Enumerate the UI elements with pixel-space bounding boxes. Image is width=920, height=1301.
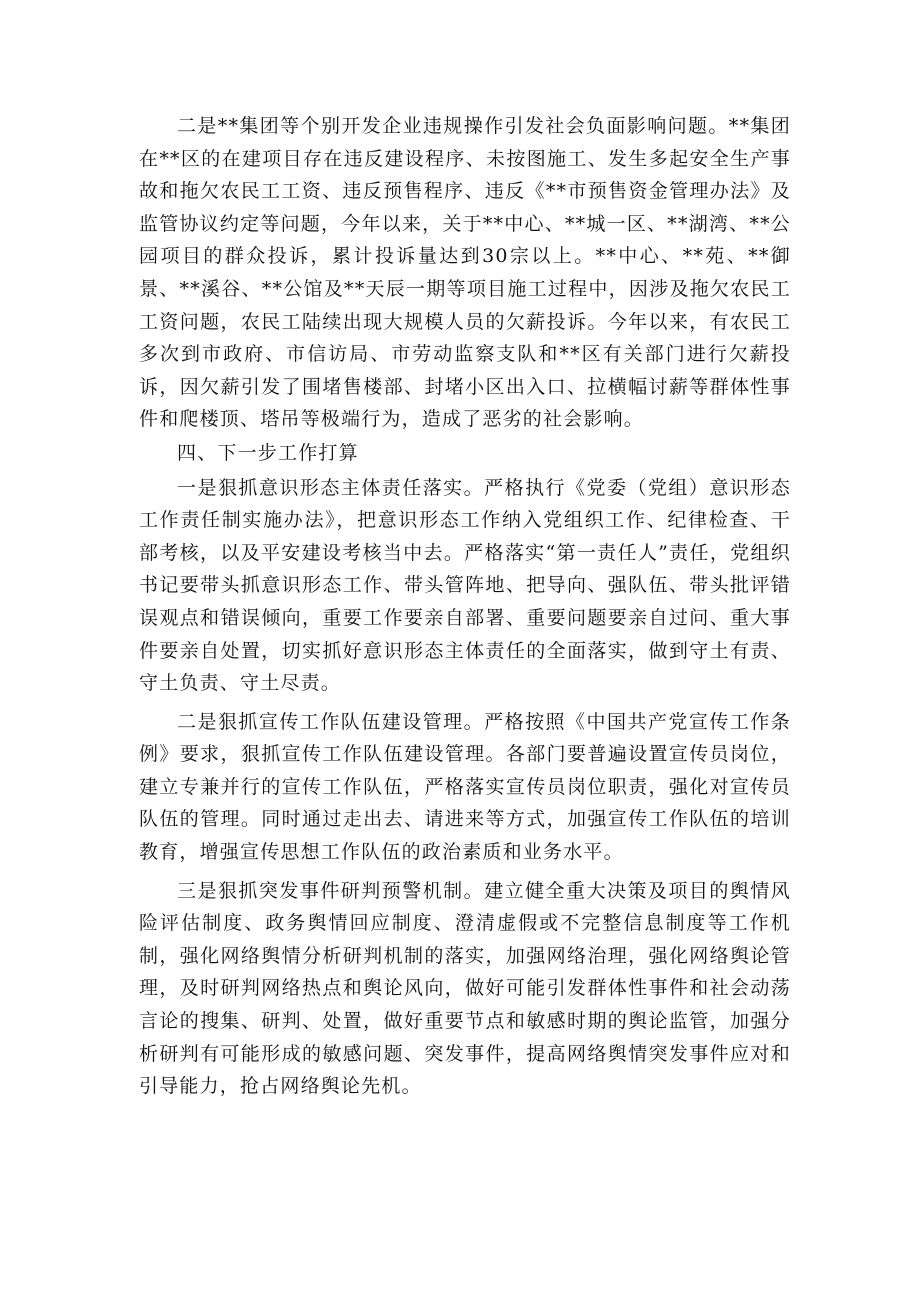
- paragraph-group-incident-issue: 二是**集团等个别开发企业违规操作引发社会负面影响问题。**集团在**区的在建项目存在违反建设程序、未按图施工、发生多起安全生产事故和拖欠农民工工资、违反预售程序、违反《**市预售资金管理办法》及监管协议约定等问题，今年以来，关于**中心、**城一区、**湖湾、**公园项目的群众投诉，累计投诉量达到30宗以上。**中心、**苑、**御景、**溪谷、**公馆及**天辰一期等项目施工过程中，因涉及拖欠农民工工资问题，农民工陆续出现大规模人员的欠薪投诉。今年以来，有农民工多次到市政府、市信访局、市劳动监察支队和**区有关部门进行欠薪投诉，因欠薪引发了围堵售楼部、封堵小区出入口、拉横幅讨薪等群体性事件和爬楼顶、塔吊等极端行为，造成了恶劣的社会影响。: [139, 115, 791, 431]
- paragraph-publicity-team: 二是狠抓宣传工作队伍建设管理。严格按照《中国共产党宣传工作条例》要求，狠抓宣传工作队伍建设管理。各部门要普遍设置宣传员岗位，建立专兼并行的宣传工作队伍，严格落实宣传员岗位职责，强化对宣传员队伍的管理。同时通过走出去、请进来等方式，加强宣传工作队伍的培训教育，增强宣传思想工作队伍的政治素质和业务水平。: [139, 710, 791, 864]
- section-heading-next-steps: 四、下一步工作打算: [177, 441, 359, 464]
- paragraph-emergency-warning: 三是狠抓突发事件研判预警机制。建立健全重大决策及项目的舆情风险评估制度、政务舆情回应制度、澄清虚假或不完整信息制度等工作机制，强化网络舆情分析研判机制的落实，加强网络治理，强化网络舆论管理，及时研判网络热点和舆论风向，做好可能引发群体性事件和社会动荡言论的搜集、研判、处置，做好重要节点和敏感时期的舆论监管，加强分析研判有可能形成的敏感问题、突发事件，提高网络舆情突发事件应对和引导能力，抢占网络舆论先机。: [139, 879, 791, 1098]
- paragraph-ideology-responsibility: 一是狠抓意识形态主体责任落实。严格执行《党委（党组）意识形态工作责任制实施办法》，把意识形态工作纳入党组织工作、纪律检查、干部考核，以及平安建设考核当中去。严格落实“第一责任人”责任，党组织书记要带头抓意识形态工作、带头管阵地、把导向、强队伍、带头批评错误观点和错误倾向，重要工作要亲自部署、重要问题要亲自过问、重大事件要亲自处置，切实抓好意识形态主体责任的全面落实，做到守土有责、守土负责、守土尽责。: [139, 476, 791, 695]
- document-body: [139, 110, 791, 1103]
